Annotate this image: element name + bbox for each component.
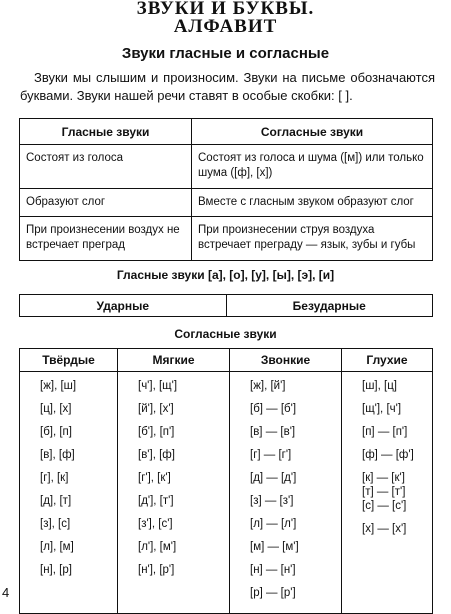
list-item: [в'], [ф] xyxy=(138,449,175,461)
section-subtitle: Звуки гласные и согласные xyxy=(121,45,330,62)
list-item: [г'], [к'] xyxy=(138,472,171,484)
title-line-2: АЛФАВИТ xyxy=(173,16,278,37)
list-item: [д'], [т'] xyxy=(138,495,174,507)
list-item: [н], [р] xyxy=(40,564,72,576)
list-item: [л] — [л'] xyxy=(250,518,297,530)
list-item: [ч'], [щ'] xyxy=(138,380,178,392)
table-cell: Состоят из голоса и шума ([м]) или только шума ([ф], [х]) xyxy=(192,145,433,189)
consonants-heading: Согласные звуки xyxy=(174,327,277,341)
header-consonants: Согласные звуки xyxy=(192,119,433,145)
page-number: 4 xyxy=(2,585,10,600)
list-item: [л'], [м'] xyxy=(138,541,177,553)
title-line-1: ЗВУКИ И БУКВЫ. xyxy=(136,0,315,19)
column-voiceless xyxy=(342,372,433,614)
table-cell: Состоят из голоса xyxy=(20,145,192,189)
table-row xyxy=(20,295,433,317)
list-item: [л], [м] xyxy=(40,541,74,553)
column-list xyxy=(118,380,229,610)
column-voiced xyxy=(230,372,342,614)
list-item: [к] — [к'] xyxy=(362,472,405,484)
consonants-table xyxy=(19,348,433,614)
intro-paragraph: Звуки мы слышим и произносим. Звуки на письме обозначаются буквами. Звуки нашей речи ставят в особые скобки: [ ]. xyxy=(20,70,435,103)
column-hard xyxy=(20,372,118,614)
list-item: [с] — [с'] xyxy=(362,500,407,512)
list-item: [р] — [р'] xyxy=(250,587,296,599)
table-header-row xyxy=(20,349,433,372)
column-list xyxy=(20,380,117,610)
list-item: [п] — [п'] xyxy=(362,426,408,438)
list-item: [д] — [д'] xyxy=(250,472,297,484)
list-item: [ж], [й'] xyxy=(250,380,286,392)
table-header-row xyxy=(20,119,433,145)
list-item: [з] — [з'] xyxy=(250,495,294,507)
list-item: [б], [п] xyxy=(40,426,72,438)
header-vowels: Гласные звуки xyxy=(20,119,192,145)
list-item: [з], [с] xyxy=(40,518,71,530)
vowels-consonants-comparison-table xyxy=(19,118,433,261)
table-row xyxy=(20,189,433,217)
vowels-stress-table xyxy=(19,294,433,317)
list-item: [м] — [м'] xyxy=(250,541,299,553)
column-list xyxy=(230,380,341,610)
list-item: [в] — [в'] xyxy=(250,426,296,438)
header-voiced: Звонкие xyxy=(230,349,342,372)
list-item: [г], [к] xyxy=(40,472,69,484)
list-item: [н'], [р'] xyxy=(138,564,175,576)
table-row xyxy=(20,145,433,189)
list-item: [з'], [с'] xyxy=(138,518,173,530)
header-hard: Твёрдые xyxy=(20,349,118,372)
column-list xyxy=(342,380,432,610)
list-item: [т] — [т'] xyxy=(362,486,406,498)
header-soft: Мягкие xyxy=(118,349,230,372)
list-item: [б'], [п'] xyxy=(138,426,175,438)
header-voiceless: Глухие xyxy=(342,349,433,372)
vowels-heading: Гласные звуки [а], [о], [у], [ы], [э], [и] xyxy=(116,268,335,282)
list-item: [б] — [б'] xyxy=(250,403,297,415)
list-item: [щ'], [ч'] xyxy=(362,403,402,415)
table-cell: При произнесении воздух не встречает преград xyxy=(20,217,192,261)
table-cell: Образуют слог xyxy=(20,189,192,217)
list-item: [ш], [ц] xyxy=(362,380,397,392)
list-item: [ж], [ш] xyxy=(40,380,77,392)
table-row xyxy=(20,372,433,614)
list-item: [д], [т] xyxy=(40,495,72,507)
list-item: [х] — [х'] xyxy=(362,523,407,535)
table-cell: Вместе с гласным звуком образуют слог xyxy=(192,189,433,217)
list-item: [г] — [г'] xyxy=(250,449,292,461)
list-item: [ф] — [ф'] xyxy=(362,449,414,461)
table-row xyxy=(20,217,433,261)
list-item: [ц], [х] xyxy=(40,403,72,415)
list-item: [й'], [х'] xyxy=(138,403,174,415)
column-soft xyxy=(118,372,230,614)
table-cell-stressed: Ударные xyxy=(20,295,227,317)
list-item: [н] — [н'] xyxy=(250,564,296,576)
list-item: [в], [ф] xyxy=(40,449,75,461)
table-cell: При произнесении струя воздуха встречает преграду — язык, зубы и губы xyxy=(192,217,433,261)
table-cell-unstressed: Безударные xyxy=(226,295,433,317)
